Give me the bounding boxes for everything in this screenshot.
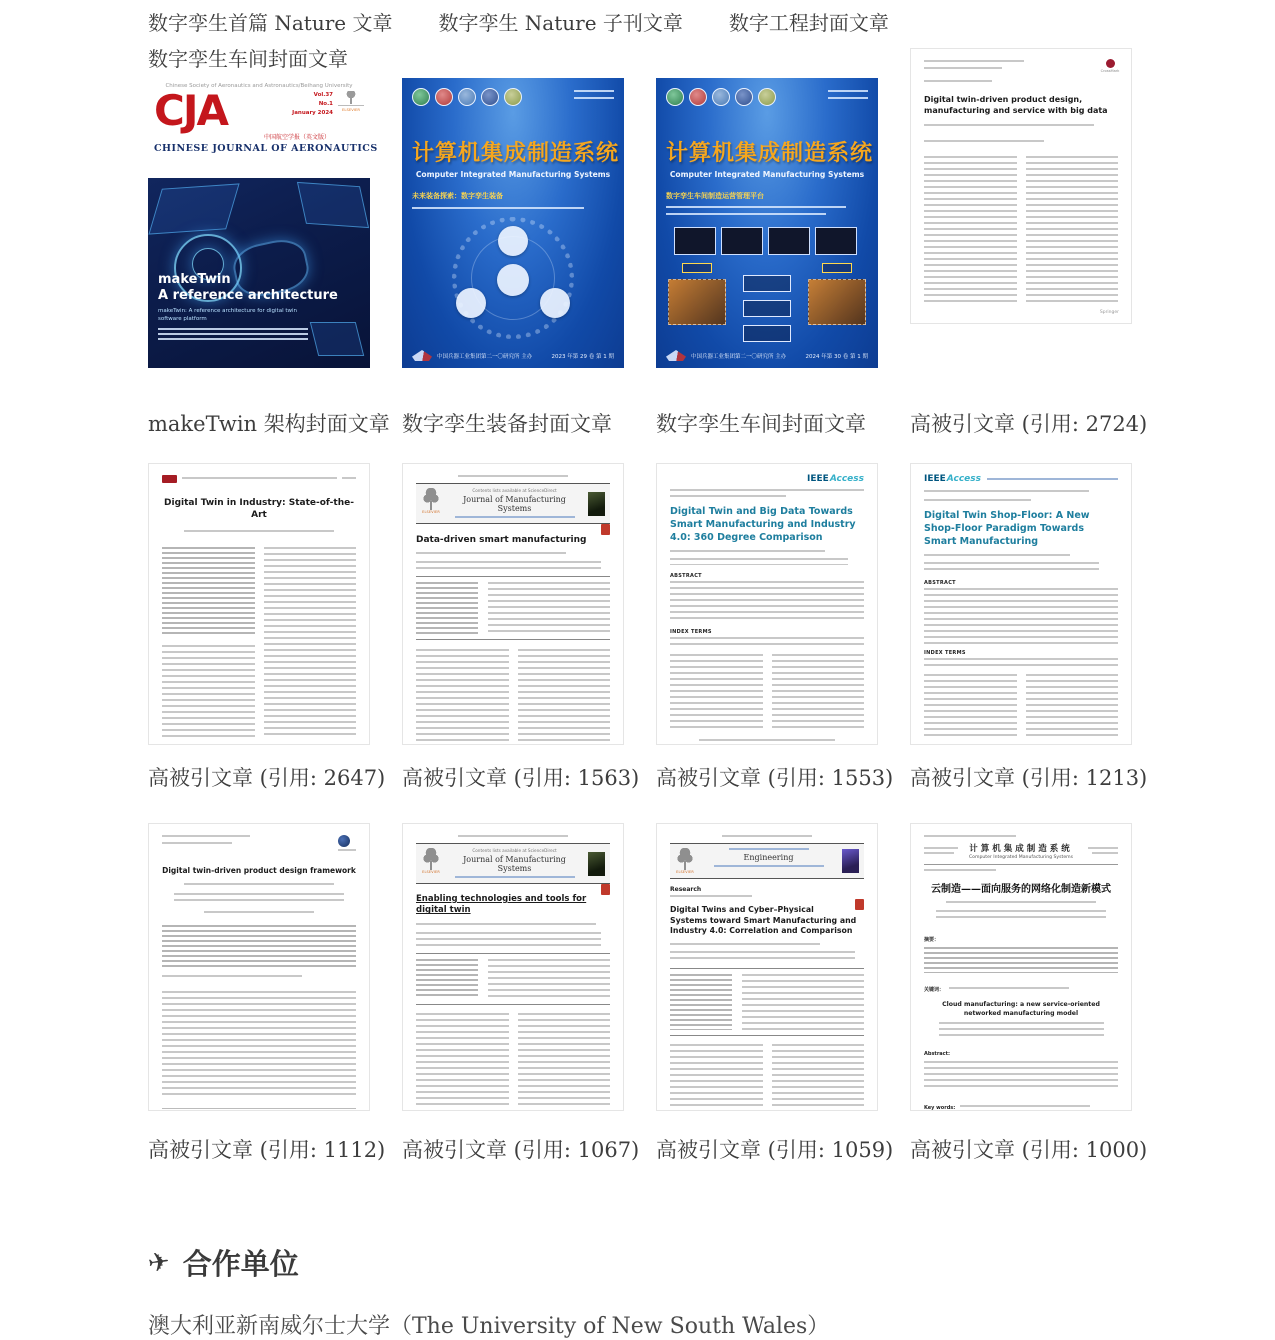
cja-journal-name: CHINESE JOURNAL OF AERONAUTICS	[154, 142, 378, 154]
publication-grid-row-3	[148, 812, 1148, 1184]
ieee-access-logo: IEEEAccess	[924, 474, 981, 484]
cims-title-cn: 计算机集成制造系统	[412, 141, 620, 166]
journal-name-en: Computer Integrated Manufacturing Systems	[968, 855, 1074, 860]
caption-workshop-cover: 数字孪生车间封面文章	[148, 47, 348, 71]
author-line	[946, 901, 1096, 906]
check-updates-icon	[855, 899, 864, 910]
author-line	[924, 554, 1070, 558]
cja-issue-info: Vol.37 No.1 January 2024	[292, 92, 333, 116]
cims-publisher: 中国兵器工业集团第二一〇研究所 主办	[691, 353, 787, 360]
author-line	[416, 923, 596, 927]
publisher-badge-icon	[338, 835, 356, 852]
cims-issue: 2024 年第 30 卷 第 1 期	[805, 353, 868, 360]
check-updates-icon	[601, 884, 610, 895]
cims-issue: 2023 年第 29 卷 第 1 期	[551, 353, 614, 360]
cims-publisher-logo-icon	[666, 350, 686, 361]
cims-title-en: Computer Integrated Manufacturing Systems	[415, 170, 611, 179]
journal-cover-thumbnail	[842, 849, 859, 873]
author-line	[184, 883, 334, 887]
cims-title-cn: 计算机集成制造系统	[666, 141, 874, 166]
cja-society-line: Chinese Society of Aeronautics and Astronautics/Beihang University	[165, 83, 353, 89]
publication-grid-row-1	[148, 69, 1148, 458]
cims-title-en: Computer Integrated Manufacturing Systems	[669, 170, 865, 179]
sciencedirect-line: Contents lists available at ScienceDirect	[472, 848, 557, 853]
paper-title-cn: 云制造——面向服务的网络化制造新模式	[931, 884, 1111, 895]
cims-publisher: 中国兵器工业集团第二一〇研究所 主办	[437, 353, 533, 360]
thumb-cims-workshop-cover[interactable]	[656, 78, 878, 368]
paper-title-en: Cloud manufacturing: a new service-oriented networked manufacturing model	[942, 1001, 1100, 1017]
author-line	[670, 943, 820, 947]
thumb-ieee-access-shopfloor-paper[interactable]: IEEEAccess Digital Twin Shop-Floor: A New Shop-Floor Paradigm Towards Smart Manufacturing ABSTRACT INDEX TERMS	[910, 463, 1132, 745]
paper-title: Digital Twin Shop-Floor: A New Shop-Floor Paradigm Towards Smart Manufacturing	[924, 510, 1090, 547]
elsevier-logo-icon: ELSEVIER	[338, 91, 364, 112]
airplane-icon: ✈	[146, 1246, 172, 1279]
cims-dashboard-screens	[666, 227, 868, 255]
caption-nature-sub-article: 数字孪生 Nature 子刊文章	[438, 11, 683, 35]
springer-brand: Springer	[1099, 310, 1119, 315]
paper-title: Digital Twin in Industry: State-of-the-Art	[164, 498, 354, 521]
thumb-ieee-tii-paper[interactable]	[148, 463, 370, 745]
journal-cover-thumbnail	[588, 852, 605, 876]
thumb-cja-cover[interactable]	[148, 78, 378, 368]
thumbnail-caption: makeTwin 架构封面文章	[148, 412, 390, 436]
thumbnail-caption: 数字孪生装备封面文章	[402, 412, 612, 436]
thumbnail-caption: 高被引文章 (引用: 2647)	[148, 766, 386, 790]
thumb-cims-equipment-cover[interactable]	[402, 78, 624, 368]
journal-name: Engineering	[743, 853, 794, 862]
thumb-ijpr-design-framework-paper[interactable]	[148, 823, 370, 1111]
caption-nature-article: 数字孪生首篇 Nature 文章	[148, 11, 393, 35]
cims-feature-line: 未来装备探索：数字孪生装备	[412, 192, 503, 200]
thumb-jms-data-driven-paper[interactable]	[402, 463, 624, 745]
elsevier-tree-icon: ELSEVIER	[421, 488, 441, 519]
cover-subtitle: makeTwin: A reference architecture for digital twin software platform	[158, 308, 298, 323]
cims-author-lines	[666, 206, 846, 210]
cims-issn-lines	[828, 90, 868, 101]
cover-author-lines	[158, 328, 308, 340]
paper-title: Digital twin-driven product design framework	[162, 866, 356, 875]
ieee-access-logo: IEEEAccess	[807, 474, 864, 484]
author-line	[184, 530, 334, 534]
paper-title: Enabling technologies and tools for digital twin	[416, 894, 587, 916]
paper-title: Digital Twin and Big Data Towards Smart Manufacturing and Industry 4.0: 360 Degree Comparison	[670, 506, 856, 543]
cja-logo: CJA	[154, 86, 227, 135]
sciencedirect-line: Contents lists available at ScienceDirect	[472, 488, 557, 493]
author-line	[416, 552, 566, 556]
thumb-cims-cloud-manufacturing-paper[interactable]: 计算机集成制造系统 Computer Integrated Manufacturing Systems 云制造——面向服务的网络化制造新模式 摘要： 关键词： Cloud manufacturing: a new service-oriented networked manufacturing model Abstract: Key words:	[910, 823, 1132, 1111]
thumbnail-caption: 数字孪生车间封面文章	[656, 412, 866, 436]
paper-title: Data-driven smart manufacturing	[416, 535, 587, 545]
thumb-springer-bigdata-paper[interactable]	[910, 48, 1132, 324]
journal-name: Journal of Manufacturing Systems	[463, 855, 566, 873]
caption-digital-engineering-cover: 数字工程封面文章	[728, 11, 889, 35]
cims-feature-line: 数字孪生车间制造运营管理平台	[666, 192, 764, 200]
cims-author-lines	[412, 207, 584, 212]
cims-platform-diagram	[666, 263, 868, 359]
thumbnail-caption: 高被引文章 (引用: 1059)	[656, 1138, 894, 1162]
check-updates-icon	[601, 524, 610, 535]
cja-chinese-name: 中国航空学报（英文版）	[263, 133, 330, 141]
thumb-engineering-cps-paper[interactable]	[656, 823, 878, 1111]
elsevier-tree-icon: ELSEVIER	[675, 848, 695, 874]
thumbnail-caption: 高被引文章 (引用: 2724)	[910, 412, 1148, 436]
paper-title: Digital twin-driven product design, manufacturing and service with big data	[924, 95, 1108, 115]
partner-university: 澳大利亚新南威尔士大学（The University of New South Wales）	[148, 1314, 830, 1339]
cims-issn-lines	[574, 90, 614, 101]
author-line	[924, 124, 1094, 128]
cover-title: makeTwin	[158, 271, 231, 287]
elsevier-tree-icon: ELSEVIER	[421, 848, 441, 879]
thumbnail-caption: 高被引文章 (引用: 1000)	[910, 1138, 1148, 1162]
thumb-jms-enabling-tech-paper[interactable]	[402, 823, 624, 1111]
thumbnail-caption: 高被引文章 (引用: 1213)	[910, 766, 1148, 790]
thumbnail-caption: 高被引文章 (引用: 1553)	[656, 766, 894, 790]
journal-name: Journal of Manufacturing Systems	[463, 495, 566, 513]
author-line	[670, 550, 825, 554]
journal-name-cn: 计算机集成制造系统	[969, 844, 1073, 854]
cims-publisher-logo-icon	[412, 350, 432, 361]
ieee-logo-icon	[162, 475, 177, 483]
section-heading	[148, 1242, 1132, 1283]
publication-grid-row-2	[148, 458, 1148, 812]
thumbnail-caption: 高被引文章 (引用: 1112)	[148, 1138, 386, 1162]
thumbnail-caption: 高被引文章 (引用: 1067)	[402, 1138, 640, 1162]
section-title: 合作单位	[182, 1247, 299, 1281]
thumbnail-caption: 高被引文章 (引用: 1563)	[402, 766, 640, 790]
abstract-block	[162, 925, 356, 969]
paper-title: Digital Twins and Cyber–Physical Systems toward Smart Manufacturing and Industry 4.0: Correlation and Comparison	[670, 905, 857, 936]
cims-gear-graphic	[412, 220, 614, 336]
crossmark-icon: CrossMark	[1099, 59, 1121, 73]
thumb-ieee-access-bigdata-paper[interactable]: IEEEAccess Digital Twin and Big Data Towards Smart Manufacturing and Industry 4.0: 360 Degree Comparison ABSTRACT INDEX TERMS	[656, 463, 878, 745]
cja-cover-art: makeTwin A reference architecture makeTwin: A reference architecture for digital twin software platform	[148, 178, 370, 368]
journal-cover-thumbnail	[588, 492, 605, 516]
research-label: Research	[670, 886, 702, 893]
